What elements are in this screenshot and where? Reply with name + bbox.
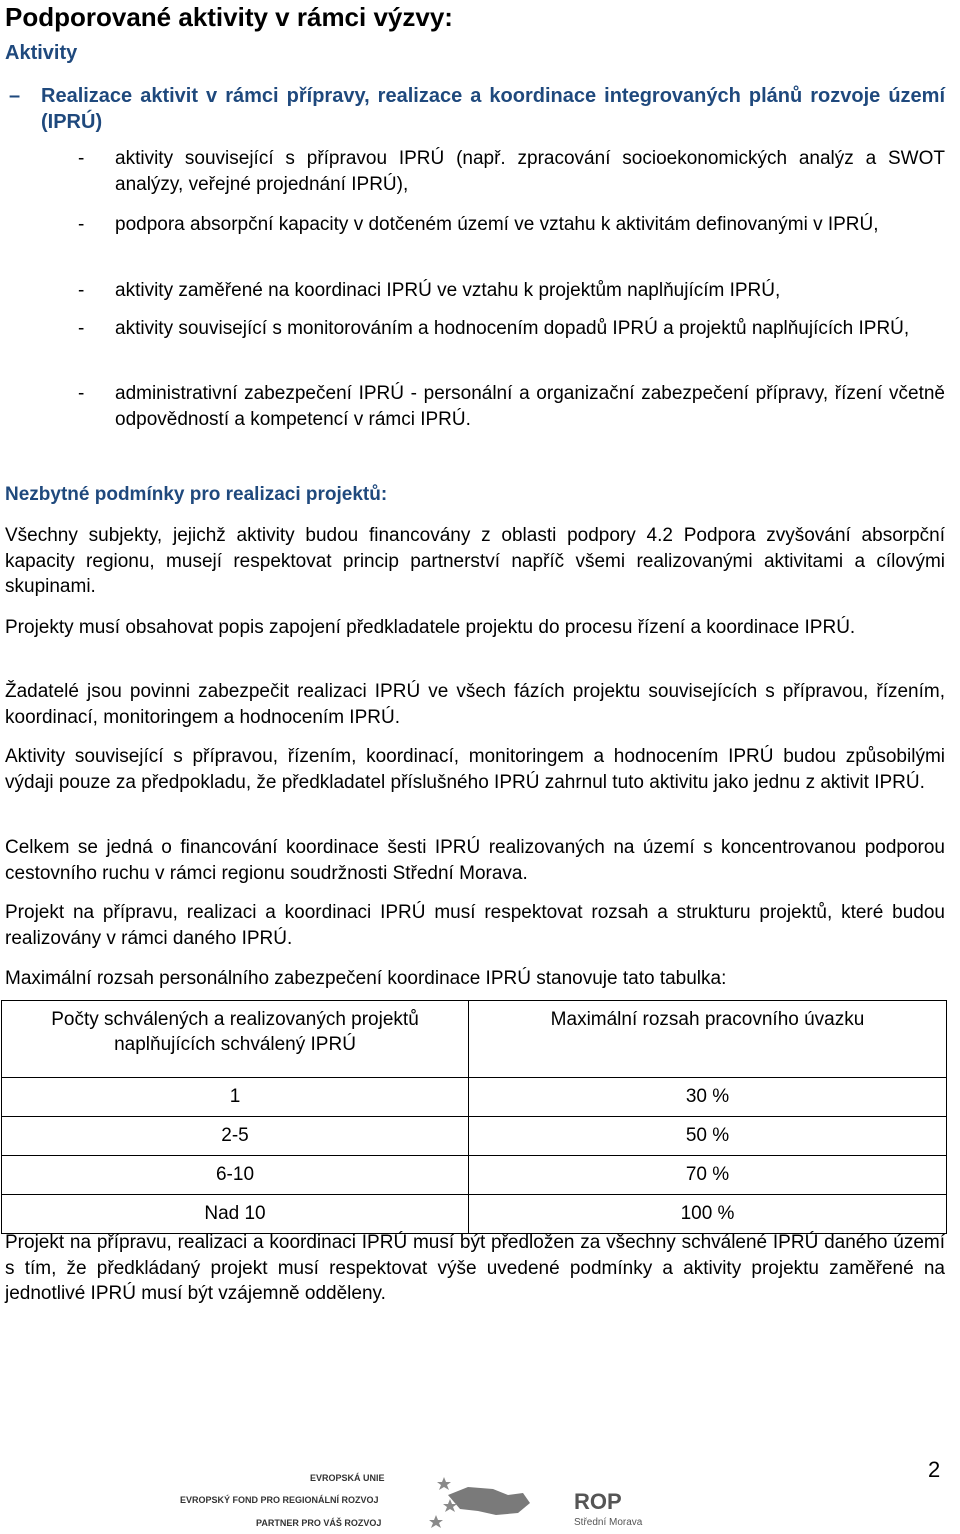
workload-table xyxy=(1,1000,947,1234)
closing-paragraph: Projekt na přípravu, realizaci a koordinaci IPRÚ musí být předložen za všechny schválené IPRÚ daného území s tím, že předkládaný projekt musí respektovat výše uvedené podmínky a aktivity projektu zaměřené na jednotlivé IPRÚ musí být vzájemně odděleny. xyxy=(5,1232,945,1304)
table-cell: 70 % xyxy=(469,1156,947,1195)
table-cell: 6-10 xyxy=(2,1156,469,1195)
table-cell: 100 % xyxy=(469,1195,947,1234)
page-number: 2 xyxy=(928,1457,941,1482)
table-cell: Nad 10 xyxy=(2,1195,469,1234)
sub-item xyxy=(5,212,945,238)
dash-bullet: - xyxy=(78,280,85,301)
region-label: Střední Morava xyxy=(574,1517,643,1528)
paragraph: Celkem se jedná o financování koordinace šesti IPRÚ realizovaných na území s koncentrovanou podporou cestovního ruchu v rámci regionu soudržnosti Střední Morava. xyxy=(5,837,945,884)
dash-bullet: - xyxy=(78,148,85,169)
slogan-label: PARTNER PRO VÁŠ ROZVOJ xyxy=(256,1518,382,1528)
table-row xyxy=(2,1078,947,1117)
dash-bullet: – xyxy=(9,85,21,107)
sub-item xyxy=(5,381,945,433)
main-activity-text: Realizace aktivit v rámci přípravy, realizace a koordinace integrovaných plánů rozvoje území (IPRÚ) xyxy=(41,85,945,133)
sub-item xyxy=(5,278,945,304)
table-row xyxy=(2,1156,947,1195)
page-title: Podporované aktivity v rámci výzvy: xyxy=(5,2,453,32)
dash-bullet: - xyxy=(78,214,85,235)
table-cell: 30 % xyxy=(469,1078,947,1117)
conditions-heading: Nezbytné podmínky pro realizaci projektů: xyxy=(5,484,388,505)
table-header-row xyxy=(2,1001,947,1078)
sub-item-text: aktivity související s monitorováním a hodnocením dopadů IPRÚ a projektů naplňujících IPRÚ, xyxy=(115,318,910,339)
table-row xyxy=(2,1117,947,1156)
paragraph: Žadatelé jsou povinni zabezpečit realizaci IPRÚ ve všech fázích projektu souvisejících s přípravou, řízením, koordinací, monitoringem a hodnocením IPRÚ. xyxy=(5,681,945,728)
table-cell: 1 xyxy=(2,1078,469,1117)
map-icon xyxy=(448,1487,530,1515)
paragraph: Maximální rozsah personálního zabezpečení koordinace IPRÚ stanovuje tato tabulka: xyxy=(5,968,727,989)
paragraph: Projekty musí obsahovat popis zapojení předkladatele projektu do procesu řízení a koordinace IPRÚ. xyxy=(5,617,856,638)
sub-item xyxy=(5,316,945,342)
table-row xyxy=(2,1195,947,1234)
table-header-cell: Maximální rozsah pracovního úvazku xyxy=(469,1001,947,1078)
sub-item-text: podpora absorpční kapacity v dotčeném území ve vztahu k aktivitám definovanými v IPRÚ, xyxy=(115,214,879,235)
main-activity-item xyxy=(5,83,945,135)
table-header-cell: Počty schválených a realizovaných projektů naplňujících schválený IPRÚ xyxy=(2,1001,469,1078)
eu-label: EVROPSKÁ UNIE xyxy=(310,1473,385,1483)
fund-label: EVROPSKÝ FOND PRO REGIONÁLNÍ ROZVOJ xyxy=(180,1495,379,1505)
dash-bullet: - xyxy=(78,383,85,404)
rop-label: ROP xyxy=(574,1489,622,1514)
activities-heading: Aktivity xyxy=(5,42,78,64)
paragraph: Aktivity související s přípravou, řízením, koordinací, monitoringem a hodnocením IPRÚ budou způsobilými výdaji pouze za předpokladu, že předkladatel příslušného IPRÚ zahrnul tuto aktivitu jako jednu z aktivit IPRÚ. xyxy=(5,746,945,793)
table-cell: 50 % xyxy=(469,1117,947,1156)
sub-item-text: aktivity související s přípravou IPRÚ (např. zpracování socioekonomických analýz a SWOT analýzy, veřejné projednání IPRÚ), xyxy=(115,148,945,195)
sub-item-text: aktivity zaměřené na koordinaci IPRÚ ve vztahu k projektům naplňujícím IPRÚ, xyxy=(115,280,781,301)
sub-item xyxy=(5,146,945,198)
eu-stars-icon xyxy=(429,1477,457,1528)
sub-item-text: administrativní zabezpečení IPRÚ - personální a organizační zabezpečení přípravy, řízení včetně odpovědností a kompetencí v rámci IPRÚ. xyxy=(115,383,945,430)
paragraph: Všechny subjekty, jejichž aktivity budou financovány z oblasti podpory 4.2 Podpora zvyšování absorpční kapacity regionu, musejí respektovat princip partnerství napříč všemi realizovanými aktivitami a cílovými skupinami. xyxy=(5,525,945,597)
table-cell: 2-5 xyxy=(2,1117,469,1156)
dash-bullet: - xyxy=(78,318,85,339)
footer-logo xyxy=(178,1465,658,1531)
paragraph: Projekt na přípravu, realizaci a koordinaci IPRÚ musí respektovat rozsah a strukturu projektů, které budou realizovány v rámci daného IPRÚ. xyxy=(5,902,945,949)
